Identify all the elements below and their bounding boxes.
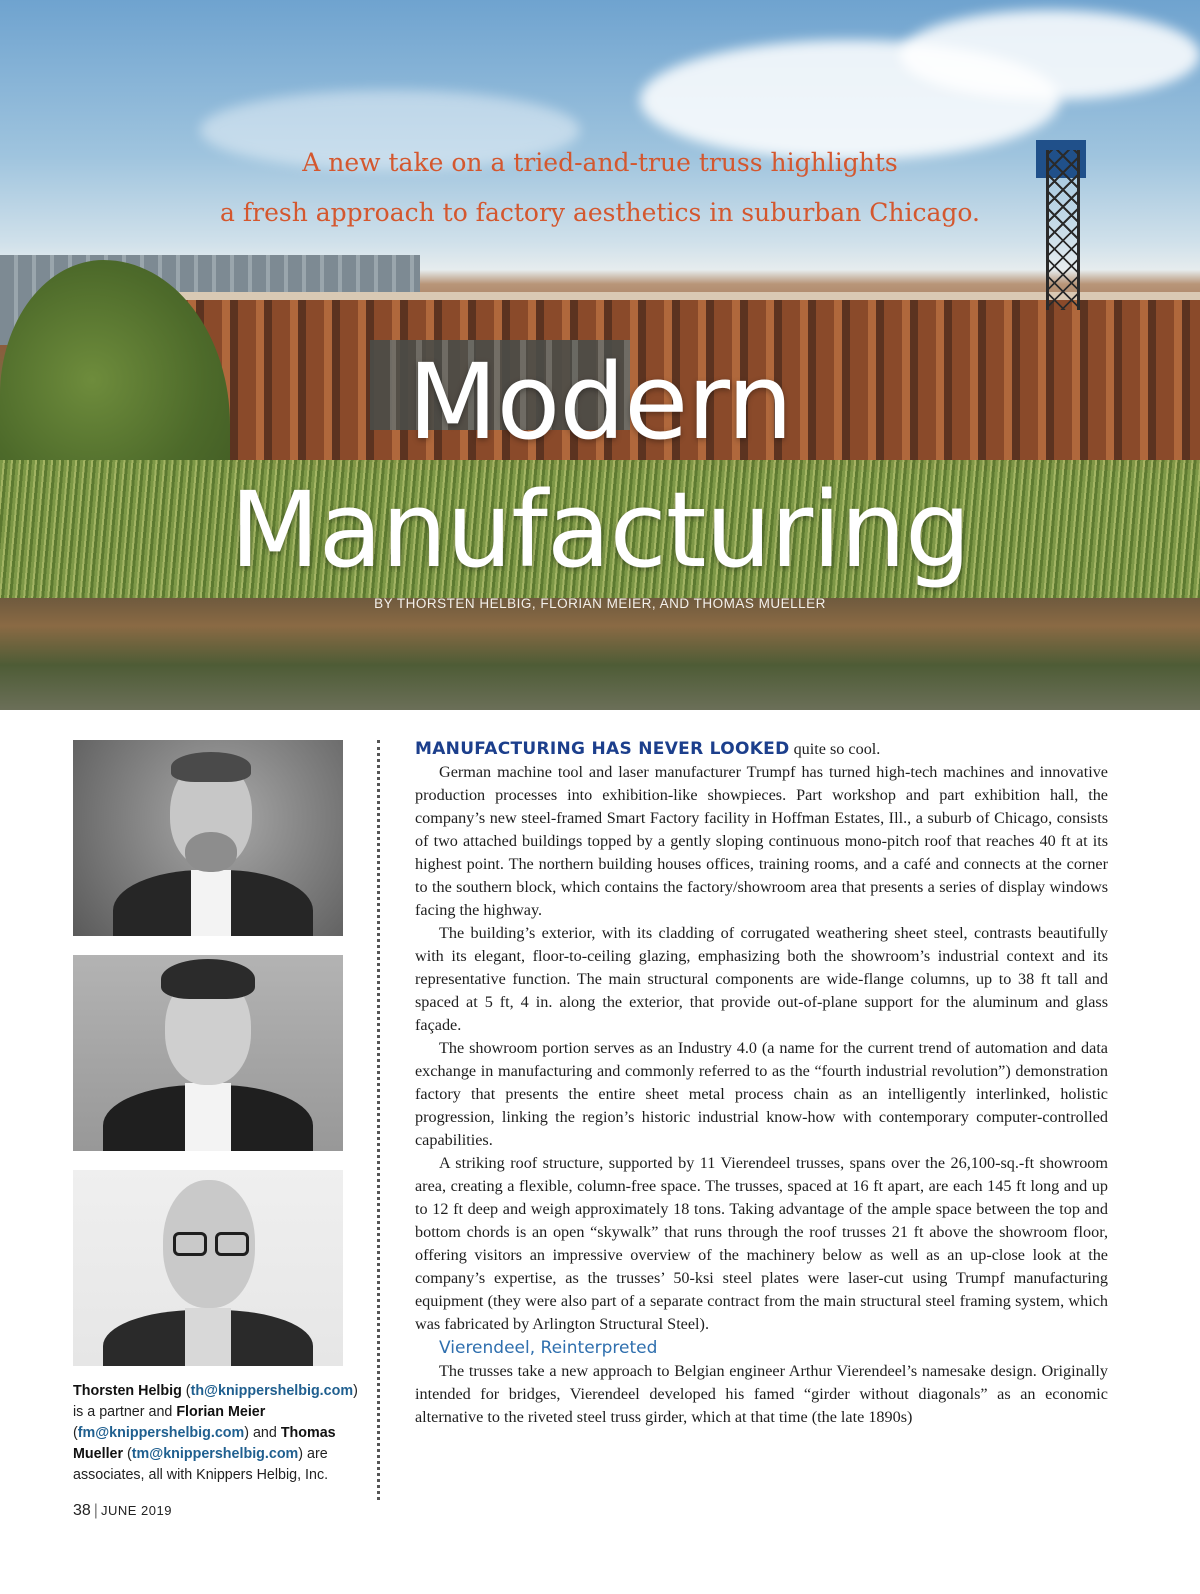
lead-rest: quite so cool. bbox=[789, 740, 881, 758]
folio-separator: | bbox=[93, 1502, 98, 1519]
headline-line-2: Manufacturing bbox=[229, 469, 971, 591]
author-photo-florian-meier bbox=[73, 955, 343, 1151]
bio-text: are associates, all with Knippers Helbig, Inc. bbox=[73, 1446, 329, 1483]
pond-reflection bbox=[0, 598, 1200, 710]
article-body bbox=[415, 738, 1108, 1429]
shirt bbox=[185, 1308, 231, 1366]
hair bbox=[171, 752, 251, 782]
section-subhead: Vierendeel, Reinterpreted bbox=[439, 1338, 658, 1358]
beard bbox=[185, 832, 237, 872]
page-number: 38 bbox=[73, 1502, 91, 1519]
deck-line-2: a fresh approach to factory aesthetics in suburban Chicago. bbox=[220, 198, 980, 227]
bio-text: is a partner and bbox=[73, 1404, 177, 1420]
author-name: Thorsten Helbig bbox=[73, 1383, 182, 1399]
lead-in: MANUFACTURING HAS NEVER LOOKED bbox=[415, 739, 790, 759]
column-divider bbox=[377, 740, 380, 1500]
deck-line-1: A new take on a tried-and-true truss highlights bbox=[302, 148, 898, 177]
cloud bbox=[900, 10, 1200, 100]
page-folio bbox=[73, 1502, 172, 1520]
author-name: Thomas Mueller bbox=[73, 1425, 336, 1462]
author-bio: Thorsten Helbig (th@knippershelbig.com) is a partner and Florian Meier (fm@knippershelbig.com) and Thomas Mueller (tm@knippershelbig.com) are associates, all with Knippers Helbig, Inc. bbox=[73, 1383, 358, 1483]
body-paragraph: A striking roof structure, supported by 11 Vierendeel trusses, spans over the 26,100-sq.-ft showroom area, creating a flexible, column-free space. The trusses, spaced at 16 ft apart, are each 145 ft long and up to 12 ft deep and weigh approximately 18 tons. Taking advantage of the ample space between the top and bottom chords is an open “skywalk” that runs through the roof trusses 21 ft above the showroom floor, offering visitors an impressive overview of the machinery below as well as an up-close look at the company’s expertise, as the trusses’ 50-ksi steel plates were laser-cut using Trumpf manufacturing equipment (they were also part of a separate contract from the main structural steel framing system, which was fabricated by Arlington Structural Steel). bbox=[415, 1154, 1108, 1333]
author-name: Florian Meier bbox=[176, 1404, 266, 1420]
author-photo-thorsten-helbig bbox=[73, 740, 343, 936]
body-paragraph: The trusses take a new approach to Belgian engineer Arthur Vierendeel’s namesake design. Originally intended for bridges, Vierendeel developed his famed “girder without diagonals” as an economic alternative to the riveted steel truss girder, which at that time (the late 1890s) bbox=[415, 1362, 1108, 1426]
body-paragraph: The building’s exterior, with its cladding of corrugated weathering sheet steel, contrasts beautifully with its elegant, floor-to-ceiling glazing, emphasizing both the showroom’s industrial context and its representative function. The main structural components are wide-flange columns, up to 38 ft tall and spaced at 5 ft, 4 in. along the exterior, that provide out-of-plane support for the aluminum and glass façade. bbox=[415, 924, 1108, 1034]
byline: BY THORSTEN HELBIG, FLORIAN MEIER, AND THOMAS MUELLER bbox=[374, 596, 826, 611]
bio-text: and bbox=[249, 1425, 281, 1441]
hair bbox=[161, 959, 255, 999]
author-photo-thomas-mueller bbox=[73, 1170, 343, 1366]
shirt bbox=[191, 870, 231, 936]
glasses-icon bbox=[173, 1232, 207, 1256]
body-paragraph: The showroom portion serves as an Industry 4.0 (a name for the current trend of automation and data exchange in manufacturing and commonly referred to as the “fourth industrial revolution”) demonstration factory that presents the entire sheet metal process chain as an intelligently interlinked, holistic progression, linking the region’s historic industrial know-how with contemporary computer-controlled capabilities. bbox=[415, 1039, 1108, 1149]
author-email-link[interactable]: tm@knippershelbig.com bbox=[131, 1446, 299, 1462]
headline-line-1: Modern bbox=[407, 341, 793, 463]
body-paragraph: German machine tool and laser manufacturer Trumpf has turned high-tech machines and innovative production processes into exhibition-like showpieces. Part workshop and part exhibition hall, the company’s new steel-framed Smart Factory facility in Hoffman Estates, Ill., a suburb of Chicago, consists of two attached buildings topped by a gently sloping continuous mono-pitch roof that reaches 40 ft at its highest point. The northern building houses offices, training rooms, and a café and connects at the corner to the southern block, which contains the factory/showroom area that presents a series of display windows facing the highway. bbox=[415, 763, 1108, 919]
author-email-link[interactable]: th@knippershelbig.com bbox=[190, 1383, 354, 1399]
glasses-icon bbox=[215, 1232, 249, 1256]
lead-paragraph bbox=[415, 738, 1108, 761]
shirt bbox=[185, 1083, 231, 1151]
author-email-link[interactable]: fm@knippershelbig.com bbox=[77, 1425, 245, 1441]
issue-date: JUNE 2019 bbox=[100, 1503, 172, 1518]
